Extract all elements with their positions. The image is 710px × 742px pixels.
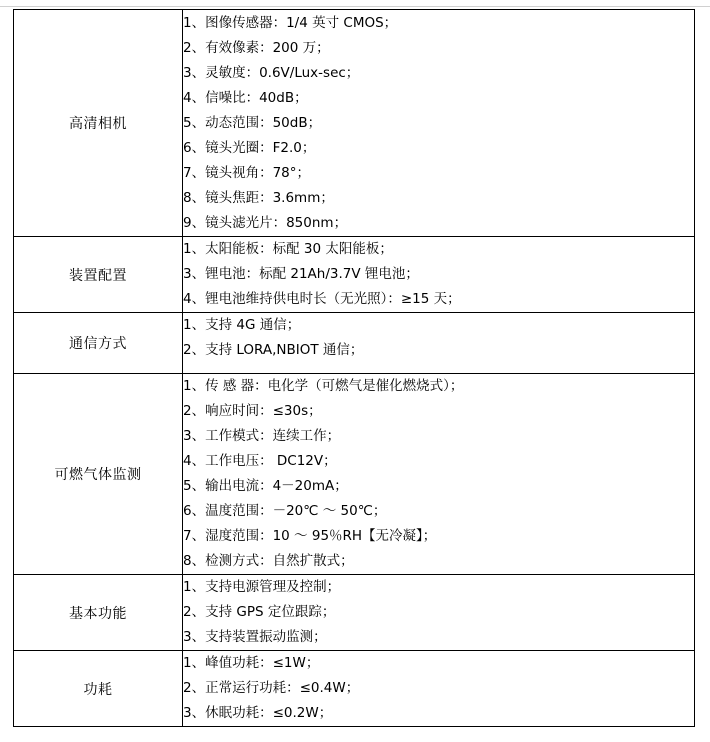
spec-row-power-consumption (14, 651, 695, 727)
list-item: 1、峰值功耗：≤1W； (183, 655, 320, 671)
list-item: 6、温度范围：－20℃ ～ 50℃； (183, 503, 387, 519)
spec-row-gas-monitoring (14, 374, 695, 575)
list-item: 1、太阳能板：标配 30 太阳能板； (183, 241, 393, 257)
list-item: 1、传 感 器：电化学（可燃气是催化燃烧式）； (183, 378, 464, 394)
list-item: 2、支持 LORA,NBIOT 通信； (183, 342, 364, 358)
category-label: 高清相机 (14, 10, 183, 237)
category-label: 可燃气体监测 (14, 374, 183, 575)
item-list (183, 575, 695, 651)
list-item: 3、工作模式：连续工作； (183, 428, 341, 444)
list-item: 8、镜头焦距：3.6mm； (183, 190, 334, 206)
spec-row-device-config (14, 237, 695, 313)
list-item: 3、锂电池：标配 21Ah/3.7V 锂电池； (183, 266, 419, 282)
list-item: 1、支持 4G 通信； (183, 317, 301, 333)
list-item: 2、有效像素：200 万； (183, 40, 330, 56)
list-item: 7、湿度范围：10 ～ 95％RH【无冷凝】； (183, 528, 437, 544)
spec-row-communication (14, 313, 695, 374)
list-item: 1、图像传感器：1/4 英寸 CMOS； (183, 15, 398, 31)
list-item: 1、支持电源管理及控制； (183, 579, 341, 595)
list-item: 2、响应时间：≤30s； (183, 403, 322, 419)
list-item: 4、锂电池维持供电时长（无光照）：≥15 天； (183, 291, 461, 307)
spec-table (13, 9, 695, 727)
category-label: 功耗 (14, 651, 183, 727)
category-label: 装置配置 (14, 237, 183, 313)
category-label: 通信方式 (14, 313, 183, 374)
list-item: 4、信噪比：40dB； (183, 90, 308, 106)
list-item: 6、镜头光圈：F2.0； (183, 140, 316, 156)
list-item: 5、输出电流：4－20mA； (183, 478, 348, 494)
spec-row-basic-functions (14, 575, 695, 651)
list-item: 3、支持装置振动监测； (183, 629, 327, 645)
list-item: 2、正常运行功耗：≤0.4W； (183, 680, 360, 696)
row-spacer (183, 363, 694, 373)
list-item: 4、工作电压： DC12V； (183, 453, 337, 469)
item-list (183, 237, 695, 313)
list-item: 3、休眠功耗：≤0.2W； (183, 705, 333, 721)
item-list (183, 313, 695, 374)
list-item: 7、镜头视角：78°； (183, 165, 311, 181)
list-item: 3、灵敏度：0.6V/Lux-sec； (183, 65, 360, 81)
page-top-rule (0, 6, 710, 7)
list-item: 2、支持 GPS 定位跟踪； (183, 604, 336, 620)
list-item: 5、动态范围：50dB； (183, 115, 322, 131)
list-item: 9、镜头滤光片：850nm； (183, 215, 348, 231)
category-label: 基本功能 (14, 575, 183, 651)
list-item: 8、检测方式：自然扩散式； (183, 553, 354, 569)
item-list (183, 374, 695, 575)
spec-row-camera (14, 10, 695, 237)
item-list (183, 651, 695, 727)
item-list (183, 10, 695, 237)
